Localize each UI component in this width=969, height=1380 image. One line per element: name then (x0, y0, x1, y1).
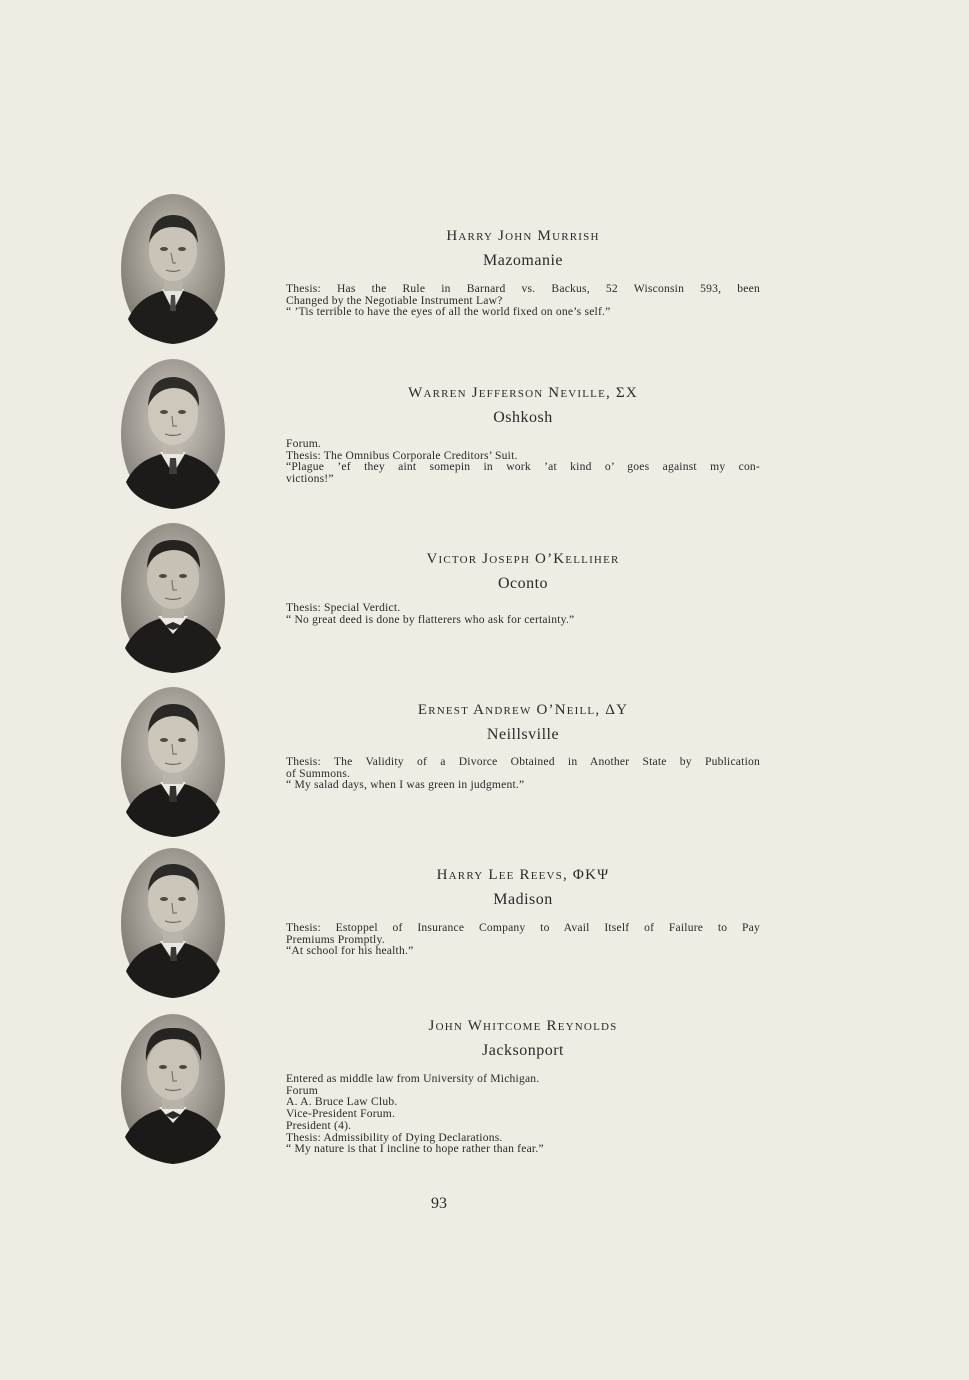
student-name: Harry Lee Reevs, ΦKΨ (436, 867, 610, 883)
entry-line: “ My salad days, when I was green in judgment.” (286, 778, 525, 792)
portrait-photo (120, 1013, 226, 1165)
hometown: Neillsville (486, 726, 560, 743)
entry-line: of Summons. (286, 766, 351, 780)
hometown: Oconto (497, 575, 549, 592)
portrait-photo (120, 686, 226, 838)
portrait-photo (120, 193, 226, 345)
entry-line: Premiums Promptly. (286, 932, 385, 946)
student-name: Ernest Andrew O’Neill, ΔY (417, 702, 629, 718)
student-name: John Whitcome Reynolds (428, 1018, 618, 1034)
entry-line: Entered as middle law from University of Michigan. (286, 1072, 540, 1085)
hometown: Jacksonport (482, 1042, 564, 1059)
entry-line: “ No great deed is done by flatterers who ask for certainty.” (286, 612, 575, 626)
entry-line: “Plague ’ef they aint somepin in work ’at kind o’ goes against my con- (286, 460, 760, 474)
entry-line: “At school for his health.” (286, 944, 414, 958)
student-name: Harry John Murrish (446, 228, 600, 244)
entry-line: “ My nature is that I incline to hope rather than fear.” (286, 1142, 544, 1156)
student-name: Warren Jefferson Neville, ΣX (408, 385, 638, 401)
entry-line: “ ’Tis terrible to have the eyes of all the world fixed on one’s self.” (286, 305, 611, 319)
entry-line: Thesis: Admissibility of Dying Declarations. (286, 1130, 503, 1144)
entry-line: President (4). (286, 1118, 352, 1132)
entry-line: Thesis: Has the Rule in Barnard vs. Backus, 52 Wisconsin 593, been (286, 282, 760, 295)
entry-line: victions!” (286, 472, 334, 486)
entry-line: Forum (286, 1083, 318, 1097)
hometown: Mazomanie (482, 252, 564, 269)
hometown: Oshkosh (493, 409, 553, 426)
entry-line: A. A. Bruce Law Club. (286, 1095, 398, 1109)
student-name: Victor Joseph O’Kelliher (426, 551, 620, 567)
hometown: Madison (493, 891, 553, 908)
entry-line: Forum. (286, 437, 322, 450)
entry-line: Thesis: The Omnibus Corporale Creditors’ Suit. (286, 448, 518, 462)
page-number: 93 (431, 1195, 447, 1212)
entry-line: Vice-President Forum. (286, 1107, 396, 1121)
entry-line: Thesis: Special Verdict. (286, 601, 401, 614)
entry-line: Changed by the Negotiable Instrument Law? (286, 293, 503, 307)
entry-line: Thesis: Estoppel of Insurance Company to Avail Itself of Failure to Pay (286, 921, 760, 934)
portrait-photo (120, 847, 226, 999)
entry-line: Thesis: The Validity of a Divorce Obtained in Another State by Publication (286, 755, 760, 768)
portrait-photo (120, 358, 226, 510)
portrait-photo (120, 522, 226, 674)
